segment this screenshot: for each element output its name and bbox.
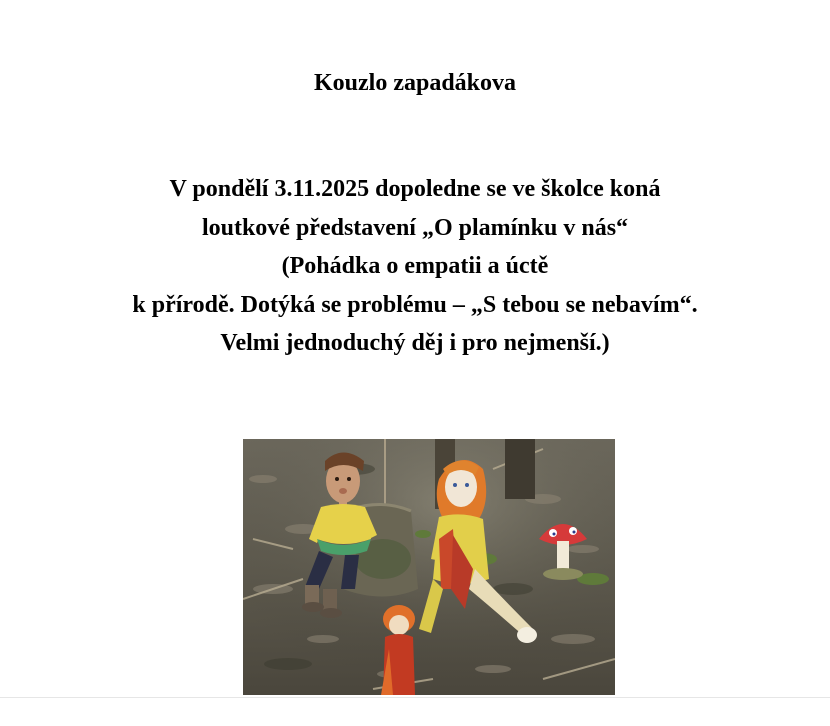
announcement-line: k přírodě. Dotýká se problému – „S tebou se nebavím“. — [132, 291, 698, 318]
page-divider — [0, 697, 830, 698]
announcement-text — [0, 170, 830, 363]
announcement-line: (Pohádka o empatii a úctě — [281, 253, 549, 279]
document-title: Kouzlo zapadákova — [313, 70, 517, 96]
puppets-photo — [243, 439, 615, 695]
announcement-line: loutkové představení „O plamínku v nás“ — [201, 214, 629, 241]
announcement-line: V pondělí 3.11.2025 dopoledne se ve školce koná — [169, 176, 661, 202]
small-doll — [381, 605, 415, 695]
announcement-line: Velmi jednoduchý děj i pro nejmenší.) — [220, 330, 610, 356]
